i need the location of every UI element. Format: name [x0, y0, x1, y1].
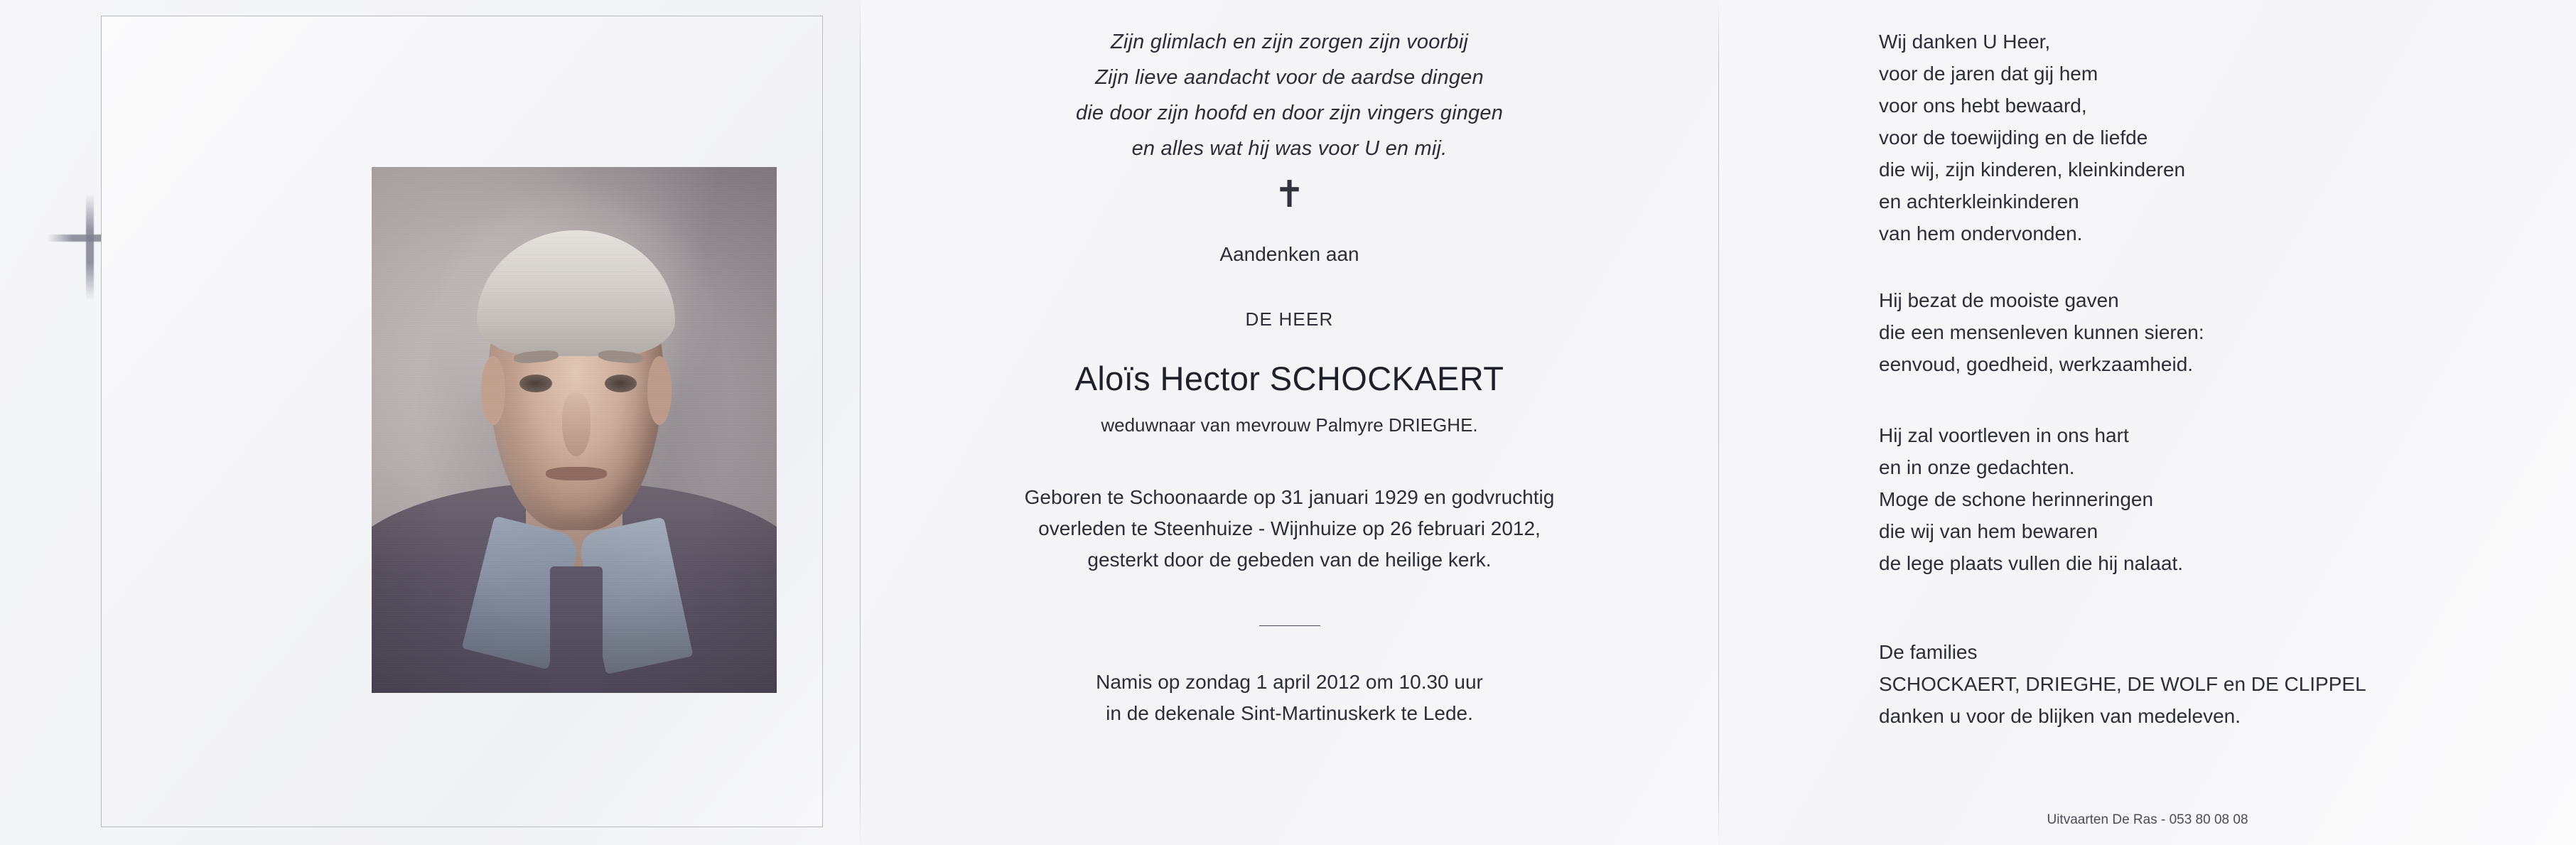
honorific-label: DE HEER: [1245, 308, 1334, 330]
memory-line: de lege plaats vullen die hij nalaat.: [1879, 552, 2184, 574]
spouse-line: weduwnaar van mevrouw Palmyre DRIEGHE.: [1101, 414, 1478, 436]
thanks-line: voor de toewijding en de liefde: [1879, 127, 2148, 149]
qualities-line: Hij bezat de mooiste gaven: [1879, 289, 2119, 311]
poem-text: [861, 24, 1718, 166]
thanks-line: Wij danken U Heer,: [1879, 31, 2051, 53]
service-line: Namis op zondag 1 april 2012 om 10.30 uur: [1096, 671, 1483, 693]
life-line: gesterkt door de gebeden van de heilige kerk.: [1087, 549, 1492, 571]
portrait-photo: [372, 167, 777, 693]
qualities-line: eenvoud, goedheid, werkzaamheid.: [1879, 353, 2194, 375]
left-panel: [0, 0, 860, 845]
thanks-line: die wij, zijn kinderen, kleinkinderen: [1879, 158, 2186, 181]
poem-line: Zijn lieve aandacht voor de aardse dingen: [1095, 66, 1484, 89]
poem-line: die door zijn hoofd en door zijn vingers gingen: [1075, 102, 1504, 124]
memory-line: die wij van hem bewaren: [1879, 520, 2098, 542]
remembrance-label: Aandenken aan: [1219, 243, 1359, 265]
memory-line: Moge de schone herinneringen: [1879, 488, 2154, 510]
poem-line: Zijn glimlach en zijn zorgen zijn voorbij: [1110, 31, 1469, 53]
families-line: De families: [1879, 641, 1978, 663]
life-details: [861, 482, 1718, 576]
families-line: danken u voor de blijken van medeleven.: [1879, 705, 2241, 727]
memory-line: Hij zal voortleven in ons hart: [1879, 424, 2129, 446]
poem-line: en alles wat hij was voor U en mij.: [1131, 137, 1448, 160]
middle-panel: [861, 0, 1718, 845]
right-panel: [1719, 0, 2576, 845]
life-line: Geboren te Schoonaarde op 31 januari 1929 en godvruchtig: [1024, 486, 1555, 508]
divider: [1259, 625, 1320, 626]
life-line: overleden te Steenhuize - Wijnhuize op 26 februari 2012,: [1038, 517, 1541, 539]
cross-symbol-icon: ✝: [1273, 174, 1305, 215]
undertaker-footer: Uitvaarten De Ras - 053 80 08 08: [2047, 812, 2248, 827]
qualities-text: [1879, 284, 2204, 380]
qualities-line: die een mensenleven kunnen sieren:: [1879, 321, 2204, 343]
thanks-line: en achterkleinkinderen: [1879, 190, 2079, 212]
memory-text: [1879, 419, 2183, 579]
service-details: [861, 667, 1718, 729]
photo-frame: [101, 16, 823, 827]
memory-line: en in onze gedachten.: [1879, 456, 2075, 478]
deceased-name: Aloïs Hector SCHOCKAERT: [1074, 360, 1504, 397]
thanks-line: van hem ondervonden.: [1879, 222, 2083, 244]
service-line: in de dekenale Sint-Martinuskerk te Lede.: [1106, 702, 1473, 724]
thanks-line: voor de jaren dat gij hem: [1879, 63, 2098, 85]
families-text: [1879, 636, 2366, 732]
thanks-prayer: [1879, 26, 2185, 249]
thanks-line: voor ons hebt bewaard,: [1879, 95, 2087, 117]
families-line: SCHOCKAERT, DRIEGHE, DE WOLF en DE CLIPPEL: [1879, 673, 2366, 695]
